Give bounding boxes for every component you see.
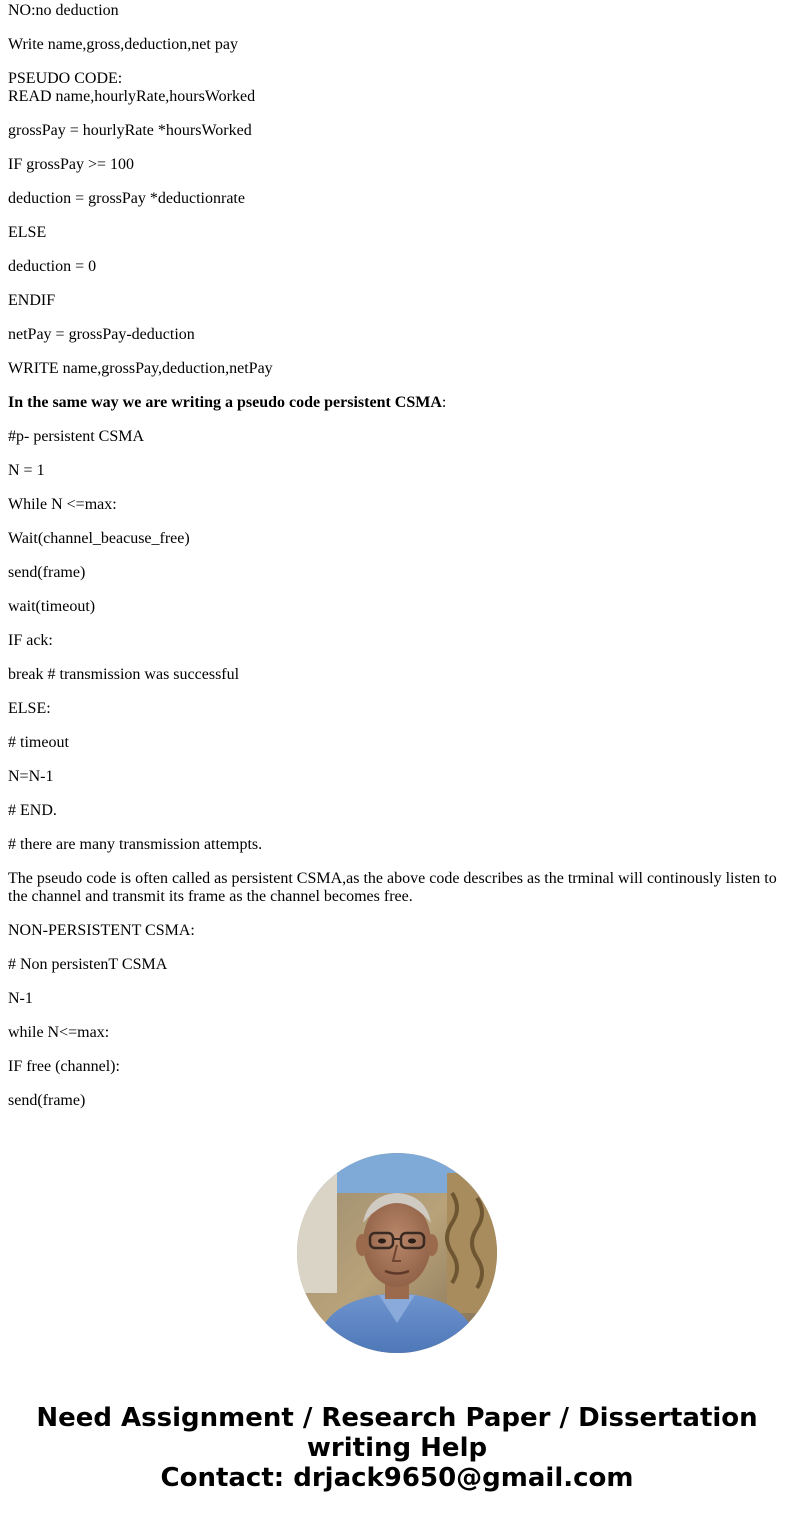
code-line: ELSE (8, 224, 47, 241)
code-line: deduction = grossPay *deductionrate (8, 190, 245, 207)
code-line: # there are many transmission attempts. (8, 836, 263, 853)
explanation-paragraph: The pseudo code is often called as persistent CSMA,as the above code describes as the trminal will continously listen to the channel and transmit its frame as the channel becomes free. (8, 870, 777, 905)
portrait-photo (297, 1153, 497, 1353)
code-line: WRITE name,grossPay,deduction,netPay (8, 360, 273, 377)
ad-contact-line: Contact: drjack9650@gmail.com (160, 1463, 634, 1493)
code-line: #p- persistent CSMA (8, 428, 144, 445)
code-line: READ name,hourlyRate,hoursWorked (8, 88, 256, 105)
pseudo-code-header: PSEUDO CODE: (8, 70, 123, 87)
code-line: grossPay = hourlyRate *hoursWorked (8, 122, 252, 139)
code-line: N = 1 (8, 462, 45, 479)
text-line: NO:no deduction (8, 2, 119, 19)
bold-heading-text: In the same way we are writing a pseudo code persistent CSMA (8, 394, 442, 411)
advertisement-banner (0, 1403, 794, 1493)
code-line: ELSE: (8, 700, 51, 717)
code-line: while N<=max: (8, 1024, 110, 1041)
code-line: N-1 (8, 990, 33, 1007)
section-heading: NON-PERSISTENT CSMA: (8, 922, 195, 939)
code-line: IF free (channel): (8, 1058, 120, 1075)
code-line: IF grossPay >= 100 (8, 156, 135, 173)
section-heading (8, 394, 786, 412)
code-line: ENDIF (8, 292, 56, 309)
code-line: send(frame) (8, 564, 86, 581)
pseudo-code-block (8, 70, 786, 106)
code-line: # END. (8, 802, 57, 819)
code-line: wait(timeout) (8, 598, 96, 615)
code-line: deduction = 0 (8, 258, 97, 275)
text-line: Write name,gross,deduction,net pay (8, 36, 238, 53)
code-line: While N <=max: (8, 496, 117, 513)
code-line: netPay = grossPay-deduction (8, 326, 195, 343)
code-line: Wait(channel_beacuse_free) (8, 530, 190, 547)
code-line: N=N-1 (8, 768, 54, 785)
code-line: # timeout (8, 734, 69, 751)
avatar (297, 1153, 497, 1353)
code-line: break # transmission was successful (8, 666, 240, 683)
code-line: # Non persistenT CSMA (8, 956, 168, 973)
code-line: IF ack: (8, 632, 53, 649)
code-line: send(frame) (8, 1092, 86, 1109)
ad-line-1: Need Assignment / Research Paper / Dissertation (36, 1403, 758, 1433)
ad-line-2: writing Help (306, 1433, 488, 1463)
heading-colon: : (441, 394, 447, 411)
document-body (8, 0, 786, 1110)
